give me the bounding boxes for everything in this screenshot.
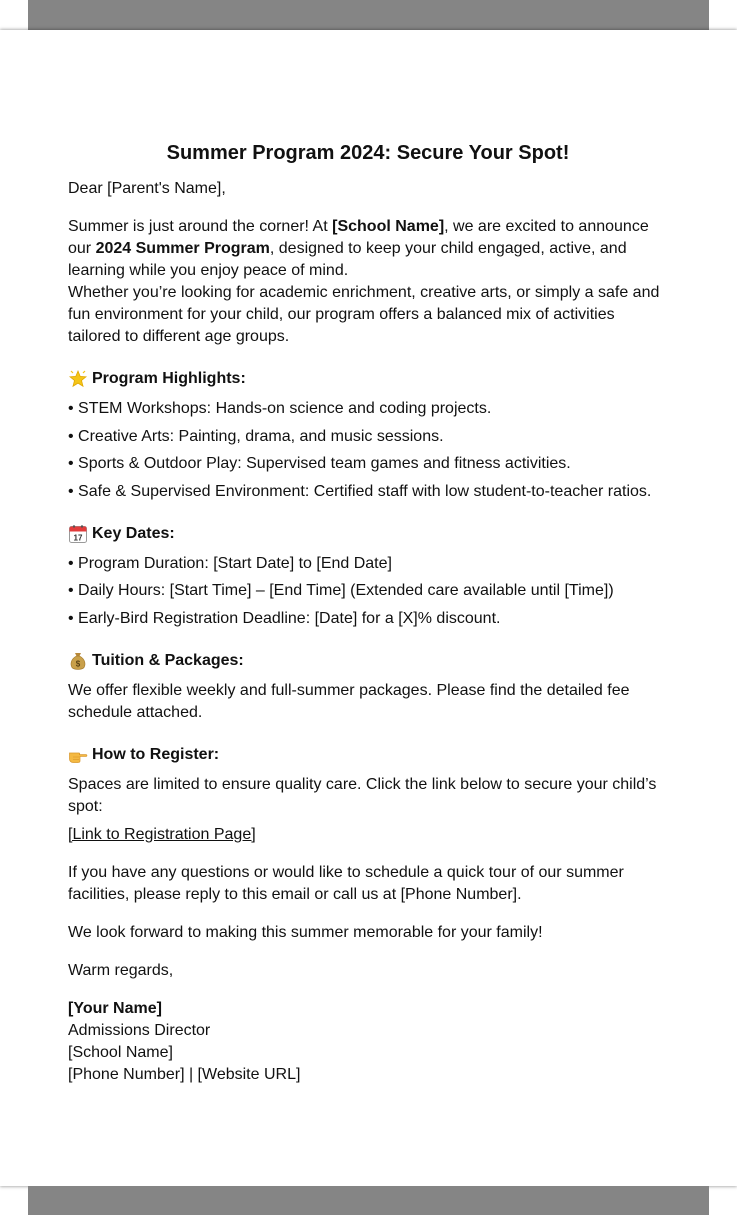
tuition-heading bbox=[68, 650, 668, 672]
key-dates-heading-text: Key Dates: bbox=[92, 524, 175, 542]
intro-paragraph-2: Whether you’re looking for academic enrichment, creative arts, or simply a safe and fun environment for your child, our program offers a balanced mix of activities tailored to different age groups. bbox=[68, 284, 660, 345]
email-title: Summer Program 2024: Secure Your Spot! bbox=[166, 142, 570, 164]
questions-paragraph: If you have any questions or would like to schedule a quick tour of our summer facilities, please reply to this email or call us at [Phone Number]. bbox=[68, 863, 624, 903]
document-page bbox=[0, 30, 737, 1186]
calendar-icon bbox=[68, 524, 88, 544]
highlights-heading-text: Program Highlights: bbox=[92, 370, 246, 387]
intro-program-name: 2024 Summer Program bbox=[95, 240, 270, 257]
key-dates-heading bbox=[68, 523, 668, 545]
money-bag-symbol: $ bbox=[75, 659, 81, 668]
money-bag-icon bbox=[68, 651, 88, 671]
signature-name: [Your Name] bbox=[68, 999, 162, 1017]
signature-role: Admissions Director bbox=[68, 1021, 211, 1039]
glowing-star-icon bbox=[68, 369, 88, 389]
sign-off: Warm regards, bbox=[68, 961, 174, 979]
intro-school-name: [School Name] bbox=[332, 218, 445, 235]
signature-contact: [Phone Number] | [Website URL] bbox=[68, 1065, 301, 1083]
register-text: Spaces are limited to ensure quality care. Click the link below to secure your child’s spot: bbox=[68, 775, 657, 815]
email-body bbox=[68, 140, 668, 1086]
calendar-icon-day: 17 bbox=[73, 533, 83, 542]
intro-part3: , designed to keep your child engaged, active, and learning while you enjoy peace of mind. bbox=[68, 240, 627, 279]
key-date-item: • Daily Hours: [Start Time] – [End Time] (Extended care available until [Time]) bbox=[68, 582, 614, 599]
pointing-hand-icon bbox=[68, 745, 88, 765]
registration-link[interactable]: [Link to Registration Page] bbox=[68, 825, 256, 843]
signature-block bbox=[68, 998, 668, 1086]
tuition-heading-text: Tuition & Packages: bbox=[92, 651, 244, 669]
key-date-item: • Program Duration: [Start Date] to [End Date] bbox=[68, 554, 392, 572]
highlight-item: • Safe & Supervised Environment: Certified staff with low student-to-teacher ratios. bbox=[68, 482, 652, 500]
intro-part2: , we are excited to announce our bbox=[68, 218, 649, 257]
highlight-item: • Sports & Outdoor Play: Supervised team games and fitness activities. bbox=[68, 455, 571, 472]
intro-part1: Summer is just around the corner! At bbox=[68, 218, 333, 235]
intro-paragraph bbox=[68, 216, 668, 282]
register-heading bbox=[68, 744, 668, 766]
register-heading-text: How to Register: bbox=[92, 745, 220, 763]
greeting: Dear [Parent's Name], bbox=[68, 180, 226, 197]
viewer-top-bar bbox=[28, 0, 709, 30]
key-date-item: • Early-Bird Registration Deadline: [Date] for a [X]% discount. bbox=[68, 609, 501, 627]
closing-line: We look forward to making this summer memorable for your family! bbox=[68, 923, 543, 941]
signature-school: [School Name] bbox=[68, 1043, 173, 1061]
highlight-item: • STEM Workshops: Hands-on science and coding projects. bbox=[68, 400, 492, 417]
viewer-bottom-bar bbox=[28, 1186, 709, 1215]
highlights-heading bbox=[68, 368, 668, 390]
highlight-item: • Creative Arts: Painting, drama, and music sessions. bbox=[68, 427, 444, 445]
tuition-text: We offer flexible weekly and full-summer packages. Please find the detailed fee schedule attached. bbox=[68, 681, 630, 721]
